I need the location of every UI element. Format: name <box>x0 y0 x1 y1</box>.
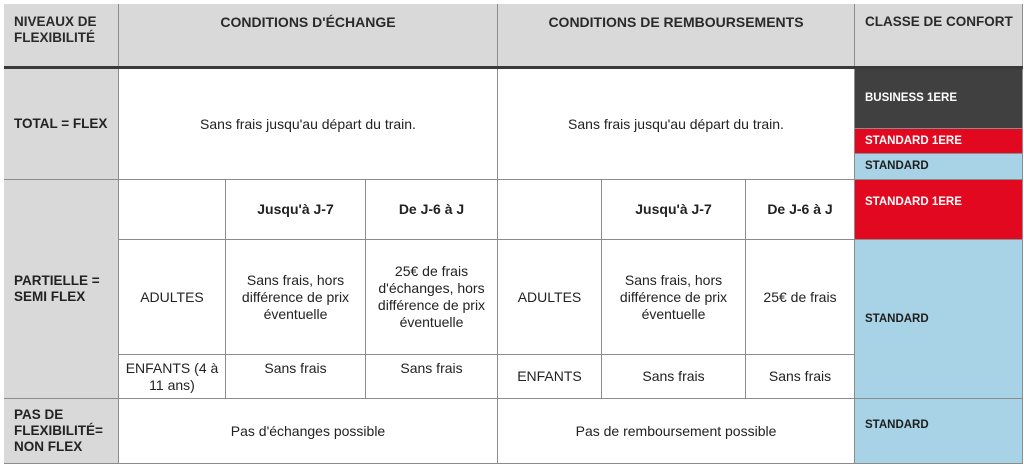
adults-refund-j6-text: 25€ de frais <box>763 288 837 305</box>
children-exchange-j6 <box>366 355 498 399</box>
class-standard-1ere-text: STANDARD 1ERE <box>865 134 962 147</box>
partial-class-standard-1ere-text: STANDARD 1ERE <box>865 196 962 208</box>
adults-refund-label-text: ADULTES <box>517 288 582 305</box>
partial-exchange-empty-header <box>119 180 226 240</box>
adults-refund-j7 <box>602 240 746 355</box>
total-exchange-cell <box>119 69 498 180</box>
header-comfort <box>855 4 1023 67</box>
header-exchange-text: CONDITIONS D'ÉCHANGE <box>220 14 396 30</box>
partial-refund-header-j7 <box>602 180 746 240</box>
partial-exchange-header-j7-text: Jusqu'à J-7 <box>257 201 334 217</box>
partial-exchange-header-j6-text: De J-6 à J <box>398 201 465 217</box>
partial-class-standard-1ere <box>855 180 1023 240</box>
adults-exchange-j6-text: 25€ de frais d'échanges, hors différence de prix éventuelle <box>377 263 486 330</box>
adults-refund-j7-text: Sans frais, hors différence de prix éventuelle <box>619 271 728 322</box>
children-refund-label <box>498 355 602 399</box>
none-exchange-cell <box>119 399 498 464</box>
none-refund-text: Pas de remboursement possible <box>575 422 777 439</box>
adults-exchange-label-text: ADULTES <box>140 288 204 305</box>
none-exchange-text: Pas d'échanges possible <box>230 422 386 439</box>
row-none-label-text: PAS DE FLEXIBILITÉ= NON FLEX <box>14 407 103 454</box>
header-levels <box>4 4 119 67</box>
children-exchange-j7 <box>226 355 366 399</box>
children-refund-j6 <box>746 355 855 399</box>
header-refund <box>498 4 855 67</box>
row-none-label <box>4 399 119 464</box>
total-refund-cell <box>498 69 855 180</box>
children-exchange-j7-text: Sans frais <box>264 360 327 376</box>
partial-refund-header-j6 <box>746 180 855 240</box>
children-exchange-label-text: ENFANTS (4 à 11 ans) <box>125 359 219 393</box>
partial-refund-empty-header <box>498 180 602 240</box>
none-refund-cell <box>498 399 855 464</box>
partial-exchange-header-j7 <box>226 180 366 240</box>
adults-refund-label <box>498 240 602 355</box>
children-refund-j7 <box>602 355 746 399</box>
header-comfort-text: CLASSE DE CONFORT <box>865 14 1013 29</box>
adults-exchange-label <box>119 240 226 355</box>
children-refund-j6-text: Sans frais <box>768 368 832 384</box>
header-refund-text: CONDITIONS DE REMBOURSEMENTS <box>548 14 804 30</box>
partial-class-standard <box>855 240 1023 399</box>
partial-exchange-header-j6 <box>366 180 498 240</box>
row-partial-label <box>4 180 119 399</box>
total-refund-text: Sans frais jusqu'au départ du train. <box>568 115 784 132</box>
adults-exchange-j7 <box>226 240 366 355</box>
partial-refund-header-j6-text: De J-6 à J <box>767 201 833 217</box>
none-class-standard <box>855 399 1023 464</box>
header-exchange <box>119 4 498 67</box>
class-business-1ere <box>855 69 1023 129</box>
row-partial-label-text: PARTIELLE = SEMI FLEX <box>14 273 100 304</box>
adults-exchange-j6 <box>366 240 498 355</box>
class-standard <box>855 154 1023 180</box>
children-exchange-j6-text: Sans frais <box>400 360 463 376</box>
class-standard-1ere <box>855 129 1023 154</box>
none-class-standard-text: STANDARD <box>865 419 929 431</box>
partial-refund-header-j7-text: Jusqu'à J-7 <box>635 201 712 217</box>
class-standard-text: STANDARD <box>865 160 929 172</box>
partial-class-standard-text: STANDARD <box>865 312 929 325</box>
header-levels-text: NIVEAUX DE FLEXIBILITÉ <box>14 14 97 45</box>
total-exchange-text: Sans frais jusqu'au départ du train. <box>200 115 416 132</box>
row-total-label-text: TOTAL = FLEX <box>14 116 108 131</box>
adults-exchange-j7-text: Sans frais, hors différence de prix éventuelle <box>241 271 350 322</box>
children-refund-j7-text: Sans frais <box>642 368 705 384</box>
children-exchange-label <box>119 355 226 399</box>
children-refund-label-text: ENFANTS <box>517 368 582 384</box>
row-total-label <box>4 69 119 180</box>
class-business-1ere-text: BUSINESS 1ERE <box>865 92 958 104</box>
adults-refund-j6 <box>746 240 855 355</box>
